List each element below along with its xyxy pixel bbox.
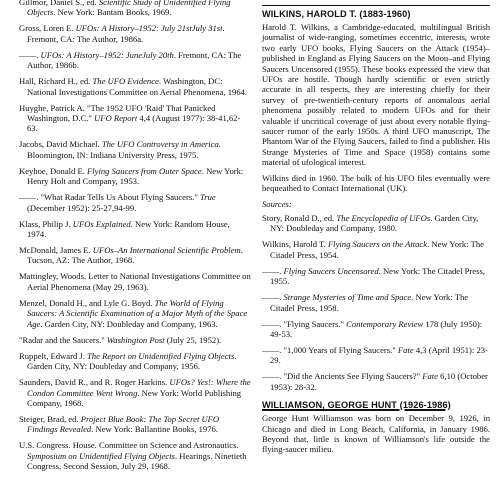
bibliography-entry — [19, 440, 251, 471]
bibliography-entry — [19, 245, 251, 266]
entry-title: Fate — [422, 371, 438, 382]
entry-title: Flying Saucers Uncensored — [283, 265, 379, 276]
entry-publication: . New York: Bantam Books, 1969. — [53, 7, 172, 18]
right-column — [262, 0, 490, 460]
bibliography-entry — [19, 335, 251, 345]
entry-publication: (December 1952): 25-27,94-99. — [27, 202, 137, 213]
bibliography-entry — [19, 23, 251, 44]
entry-title: UFOs: A History–1952: July 21stJuly 31st — [75, 23, 223, 34]
entry-author: Saunders, David R., and R. Roger Harkins. — [19, 377, 170, 388]
entry-author: Hall, Richard H., ed. — [19, 76, 93, 87]
entry-title: True — [199, 192, 216, 203]
entry-author: ——. "Flying Saucers." — [262, 318, 347, 329]
entry-author: Jacobs, David Michael. — [19, 139, 102, 150]
entry-title: UFOs–An International Scientific Problem — [92, 245, 241, 256]
entry-title: UFOs: A History–1952: JuneJuly 20th — [40, 49, 174, 60]
entry-author: Mattingley, Woods. Letter to National Investigations Committee on Aerial Phenomena (May 29, 1963). — [19, 271, 251, 292]
entry-title: The UFO Evidence — [92, 76, 159, 87]
entry-publication: 4,3 (April 1951): 23-29. — [270, 344, 488, 366]
entry-author: McDonald, James E. — [19, 245, 93, 256]
source-entry — [262, 345, 490, 366]
source-entry — [262, 371, 490, 392]
entry-author: Gillmor, Daniel S., ed. — [19, 0, 99, 7]
entry-title: Contemporary Review — [346, 318, 424, 329]
bibliography-entry — [19, 298, 251, 329]
entry-publication: . New York: The Citadel Press, 1958. — [270, 292, 469, 313]
entry-title: The Report on Unidentified Flying Objects — [87, 350, 235, 361]
bibliography-entry — [19, 219, 251, 240]
entry-author: Huyghe, Patrick A. "The 1952 UFO 'Raid' That Panicked Washington, D.C." — [19, 102, 216, 124]
entry-author: Wilkins, Harold T. — [262, 239, 328, 250]
entry-author: ——. — [262, 292, 284, 303]
entry-publication: . Fremont, CA: The Author, 1986b. — [27, 49, 242, 71]
wilkins-bio-text: Harold T. Wilkins, a Cambridge-educated, multilingual British journalist of wide-ranging, sometimes eccentric, interests, wrote two early UFO books, Flying Saucers on the Attack (1954)–published in England as Flying Saucers on the Moon–and Flying Saucers Uncensored (1955). These books expressed the view that UFOs are hostile. Though hardly scientific or even strictly accurate in all respects, they are interesting chiefly for their survey of pre-twentieth-century reports of anomalous aerial phenomena possibly related to modern UFOs and for their valuable if uncritical coverage of just about every notable flying-saucer rumor of the early 1950s. A third UFO manuscript, The Phantom War of the Flying Saucers, failed to find a publisher. His Strange Mysteries of Time and Space (1958) contains some material of ufological interest. — [262, 22, 490, 168]
entry-title: Strange Mysteries of Time and Space — [283, 292, 412, 303]
entry-publication: 6,10 (October 1953): 28-32. — [270, 371, 488, 392]
entry-publication: . Fremont, CA: The Author, 1986a. — [27, 23, 225, 44]
entry-author: Story, Ronald D., ed. — [262, 212, 337, 223]
entry-publication: 4,4 (August 1977): 38-41,62-63. — [27, 113, 241, 134]
entry-title: The World of Flying Saucers: A Scientific Examination of a Major Myth of the Space Age — [27, 297, 248, 329]
entry-publication: (July 25, 1952). — [164, 334, 222, 345]
wilkins-heading: WILKINS, HAROLD T. (1883-1960) — [262, 5, 490, 20]
entry-title: Flying Saucers on the Attack — [327, 239, 428, 250]
entry-author: "Radar and the Saucers." — [19, 334, 107, 345]
entry-publication: . Garden City, NY: Doubleday and Company, 1956. — [27, 350, 237, 372]
bibliography-entry — [19, 351, 251, 372]
entry-author: ——. — [262, 265, 284, 276]
bibliography-entry — [19, 414, 251, 435]
entry-title: UFOs Explained — [72, 218, 131, 229]
entry-author: Steiger, Brad, ed. — [19, 413, 81, 424]
source-entry — [262, 266, 490, 287]
entry-title: UFOs? Yes!: Where the Condon Committee Went Wrong — [27, 377, 251, 398]
sources-label: Sources: — [262, 198, 292, 209]
entry-author: U.S. Congress. House. Committee on Science and Astronautics. — [19, 440, 239, 451]
entry-publication: . Garden City, NY: Doubleday and Company, 1963. — [40, 318, 218, 329]
entry-author: ——. — [19, 49, 41, 60]
entry-author: Klass, Philip J. — [19, 218, 73, 229]
entry-author: ——. "1,000 Years of Flying Saucers." — [262, 344, 398, 355]
bibliography-entry — [19, 271, 251, 292]
entry-publication: . New York: The Citadel Press, 1954. — [270, 239, 484, 260]
entry-publication: . Garden City, NY: Doubleday and Company, 1980. — [270, 212, 479, 234]
entry-publication: . New York: The Citadel Press, 1955. — [270, 265, 485, 287]
wilkins-sources-list — [262, 213, 490, 392]
source-entry — [262, 319, 490, 340]
bibliography-entry — [19, 0, 251, 18]
entry-title: UFO Report — [94, 113, 138, 124]
entry-publication: . New York: Random House, 1974. — [27, 218, 230, 240]
wilkins-death-paragraph: Wilkins died in 1960. The bulk of his UFO files eventually were bequeathed to Contact International (UK). — [262, 172, 490, 194]
entry-publication: . Tucson, AZ: The Author, 1968. — [27, 245, 243, 266]
entry-publication: . New York: Ballantine Books, 1976. — [91, 424, 218, 435]
entry-title: Fate — [397, 344, 414, 355]
entry-author: ——. "Did the Ancients See Flying Saucers?" — [262, 371, 423, 382]
entry-author: Menzel, Donald H., and Lyle G. Boyd. — [19, 297, 155, 308]
entry-publication: . New York: World Publishing Company, 1968. — [27, 387, 242, 408]
entry-title: Symposium on Unidentified Flying Objects — [27, 450, 175, 461]
bibliography-entry — [19, 192, 251, 213]
entry-publication: . New York: Henry Holt and Company, 1953. — [27, 165, 244, 187]
entry-publication: . Hearings. Ninetieth Congress, Second Session, July 29, 1968. — [27, 450, 247, 472]
entry-publication: . Washington, DC: National Investigations Committee on Aerial Phenomena, 1964. — [27, 76, 248, 97]
entry-title: The UFO Controversy in America — [101, 139, 219, 150]
entry-author: ——. "What Radar Tells Us About Flying Saucers." — [19, 192, 200, 203]
source-entry — [262, 239, 490, 260]
entry-title: Project Blue Book: The Top Secret UFO Findings Revealed — [27, 413, 220, 435]
entry-author: Ruppelt, Edward J. — [19, 350, 88, 361]
bibliography-entry — [19, 50, 251, 71]
entry-author: Keyhoe, Donald E. — [19, 165, 88, 176]
bibliography-entry — [19, 377, 251, 408]
entry-title: Flying Saucers from Outer Space — [87, 165, 202, 176]
williamson-bio-paragraph: George Hunt Williamson was born on December 9, 1926, in Chicago and died in Long Beach, California, in January 1986. Beyond that, little is known of Williamson's life outside the flying-saucer milieu. — [262, 413, 490, 455]
source-entry — [262, 213, 490, 234]
bibliography-entry — [19, 166, 251, 187]
entry-publication: 178 (July 1950): 49-53. — [270, 318, 483, 339]
bibliography-entry — [19, 139, 251, 160]
entry-title: Washington Post — [106, 334, 165, 345]
entry-author: Gross, Loren E. — [19, 23, 76, 34]
bibliography-entry — [19, 103, 251, 134]
bibliography-entry — [19, 76, 251, 97]
entry-publication: . Bloomington, IN: Indiana University Press, 1975. — [27, 139, 221, 160]
entry-title: The Encyclopedia of UFOs — [336, 212, 431, 223]
left-column — [19, 0, 251, 477]
source-entry — [262, 292, 490, 313]
entry-title: Scientific Study of Unidentified Flying Objects — [27, 0, 231, 18]
wilkins-bio-paragraph — [262, 22, 490, 168]
williamson-heading: WILLIAMSON, GEORGE HUNT (1926-1986) — [262, 400, 451, 411]
